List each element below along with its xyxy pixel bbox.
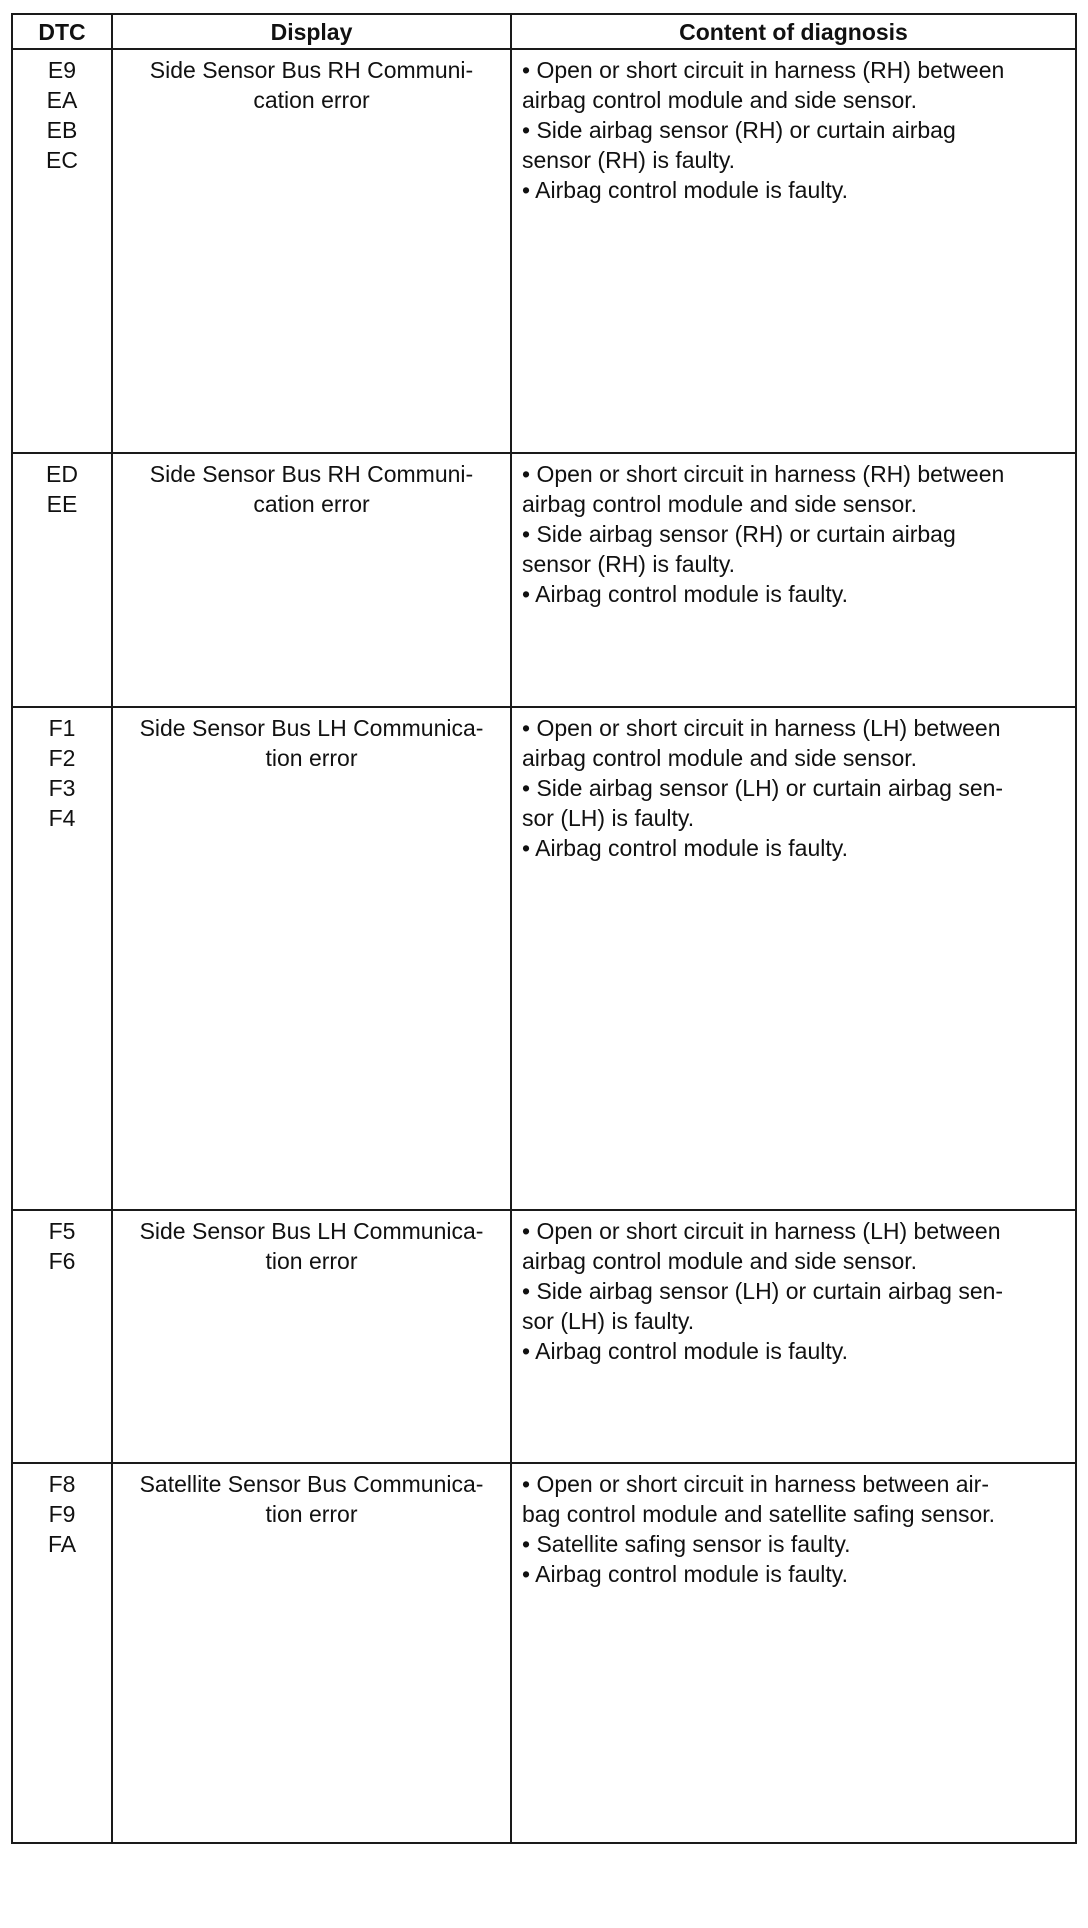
dtc-codes-cell xyxy=(12,1210,112,1463)
diagnosis-line: sensor (RH) is faulty. xyxy=(522,551,736,577)
content-cell xyxy=(511,453,1076,707)
dtc-codes-cell xyxy=(12,453,112,707)
table-body xyxy=(12,49,1076,1843)
display-cell xyxy=(112,707,511,1210)
header-row xyxy=(12,14,1076,49)
content-cell xyxy=(511,707,1076,1210)
diagnosis-line: sor (LH) is faulty. xyxy=(522,805,695,831)
display-cell xyxy=(112,1463,511,1843)
display-text: Side Sensor Bus LH Communica- xyxy=(139,1218,484,1244)
display-cell xyxy=(112,453,511,707)
dtc-code: F4 xyxy=(48,805,76,831)
dtc-code: ED xyxy=(46,461,78,487)
dtc-code: F2 xyxy=(48,745,76,771)
header-dtc: DTC xyxy=(12,14,112,49)
dtc-code: E9 xyxy=(47,57,77,83)
dtc-code: EB xyxy=(46,117,78,143)
diagnosis-line: airbag control module and side sensor. xyxy=(522,491,918,517)
diagnosis-line: • Side airbag sensor (LH) or curtain airbag sen- xyxy=(522,1278,1004,1304)
dtc-code: F1 xyxy=(48,715,76,741)
dtc-codes-cell xyxy=(12,707,112,1210)
diagnosis-line: • Side airbag sensor (RH) or curtain airbag xyxy=(522,521,956,547)
display-text: Side Sensor Bus LH Communica- xyxy=(139,715,484,741)
diagnosis-line: • Airbag control module is faulty. xyxy=(522,581,848,607)
display-text: Side Sensor Bus RH Communi- xyxy=(149,461,474,487)
header-content: Content of diagnosis xyxy=(511,14,1076,49)
header-display: Display xyxy=(112,14,511,49)
diagnosis-line: • Airbag control module is faulty. xyxy=(522,177,848,203)
diagnosis-line: sor (LH) is faulty. xyxy=(522,1308,695,1334)
table-row xyxy=(12,453,1076,707)
display-cell xyxy=(112,1210,511,1463)
diagnosis-line: bag control module and satellite safing sensor. xyxy=(522,1501,996,1527)
diagnosis-line: • Open or short circuit in harness (LH) between xyxy=(522,715,1001,741)
table-header xyxy=(12,14,1076,49)
diagnosis-line: • Open or short circuit in harness (RH) between xyxy=(522,461,1005,487)
dtc-code: F3 xyxy=(48,775,76,801)
dtc-table xyxy=(11,13,1077,1844)
display-text: tion error xyxy=(265,1248,358,1274)
table-row xyxy=(12,707,1076,1210)
dtc-code: EE xyxy=(46,491,78,517)
content-cell xyxy=(511,1210,1076,1463)
diagnosis-line: • Airbag control module is faulty. xyxy=(522,1561,848,1587)
table-row xyxy=(12,1463,1076,1843)
display-text: cation error xyxy=(253,491,370,517)
diagnosis-line: • Airbag control module is faulty. xyxy=(522,1338,848,1364)
dtc-code: F8 xyxy=(48,1471,76,1497)
diagnosis-line: airbag control module and side sensor. xyxy=(522,1248,918,1274)
diagnosis-line: • Airbag control module is faulty. xyxy=(522,835,848,861)
display-text: cation error xyxy=(253,87,370,113)
table-row xyxy=(12,1210,1076,1463)
diagnosis-line: • Open or short circuit in harness (RH) between xyxy=(522,57,1005,83)
dtc-code: F9 xyxy=(48,1501,76,1527)
display-cell xyxy=(112,49,511,453)
content-cell xyxy=(511,49,1076,453)
display-text: tion error xyxy=(265,745,358,771)
content-cell xyxy=(511,1463,1076,1843)
dtc-code: FA xyxy=(47,1531,77,1557)
display-text: tion error xyxy=(265,1501,358,1527)
diagnosis-line: airbag control module and side sensor. xyxy=(522,745,918,771)
table-row xyxy=(12,49,1076,453)
dtc-code: F6 xyxy=(48,1248,76,1274)
dtc-code: EC xyxy=(46,147,78,173)
dtc-codes-cell xyxy=(12,1463,112,1843)
diagnosis-line: sensor (RH) is faulty. xyxy=(522,147,736,173)
diagnosis-line: • Open or short circuit in harness between air- xyxy=(522,1471,989,1497)
dtc-codes-cell xyxy=(12,49,112,453)
dtc-code: EA xyxy=(46,87,78,113)
dtc-code: F5 xyxy=(48,1218,76,1244)
diagnosis-line: • Open or short circuit in harness (LH) between xyxy=(522,1218,1001,1244)
diagnosis-line: • Satellite safing sensor is faulty. xyxy=(522,1531,851,1557)
display-text: Side Sensor Bus RH Communi- xyxy=(149,57,474,83)
diagnosis-line: • Side airbag sensor (RH) or curtain airbag xyxy=(522,117,956,143)
diagnosis-line: • Side airbag sensor (LH) or curtain airbag sen- xyxy=(522,775,1004,801)
display-text: Satellite Sensor Bus Communica- xyxy=(139,1471,484,1497)
diagnosis-line: airbag control module and side sensor. xyxy=(522,87,918,113)
